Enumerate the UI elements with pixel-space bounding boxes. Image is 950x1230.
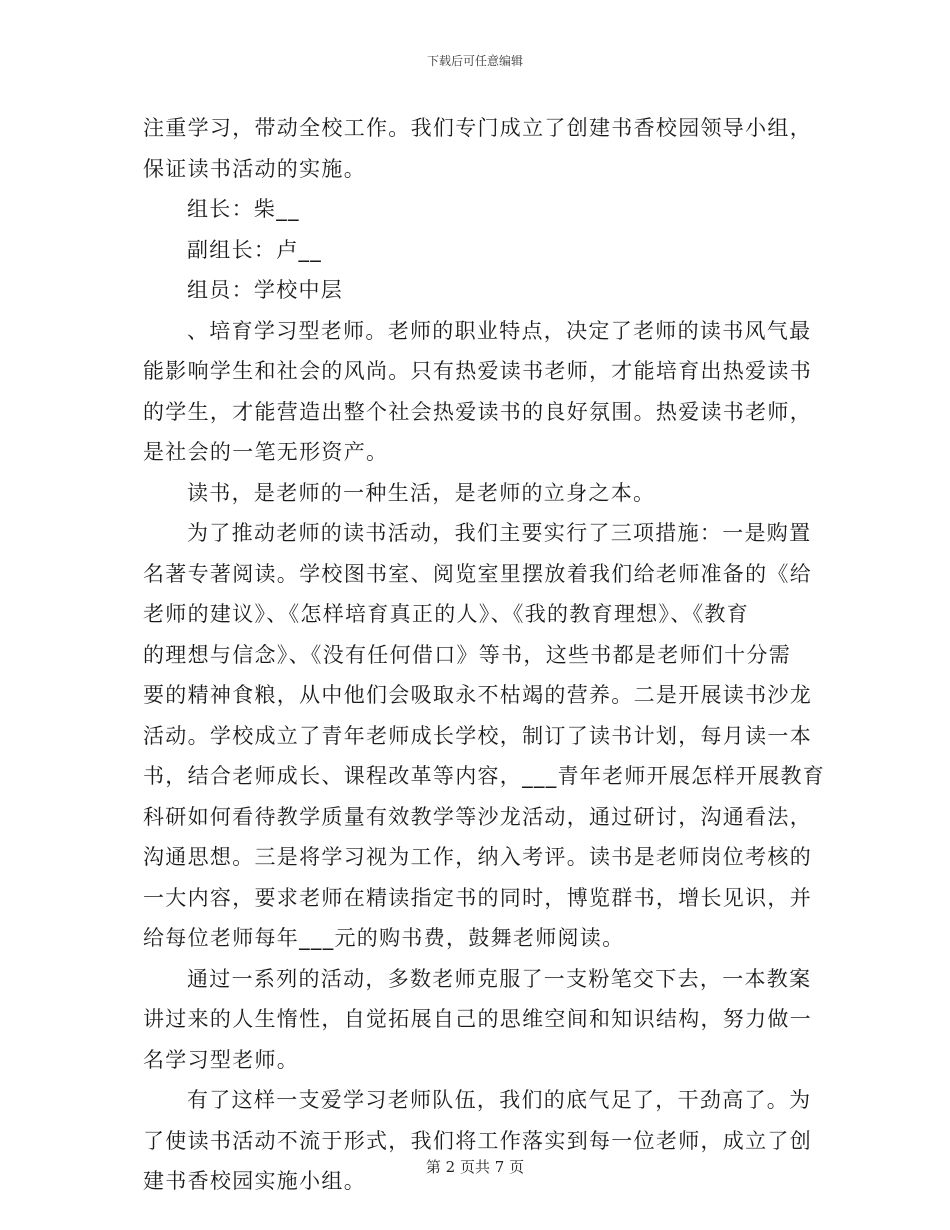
text-line: 的理想与信念》、《没有任何借口》等书，这些书都是老师们十分需 <box>143 642 791 667</box>
text-line: 通过一系列的活动，多数老师克服了一支粉笔交下去，一本教案 <box>187 966 812 991</box>
page-footer: 第 2 页共 7 页 <box>425 1158 525 1176</box>
text-line: 活动。学校成立了青年老师成长学校，制订了读书计划，每月读一本 <box>143 723 812 748</box>
text-line: 读书，是老师的一种生活，是老师的立身之本。 <box>187 480 656 505</box>
text-line: 副组长：卢__ <box>187 237 323 262</box>
text-line: 名著专著阅读。学校图书室、阅览室里摆放着我们给老师准备的《给 <box>143 561 812 586</box>
text-line: 了使读书活动不流于形式，我们将工作落实到每一位老师，成立了创 <box>143 1128 812 1153</box>
page-header: 下载后可任意编辑 <box>426 54 523 68</box>
text-line: 有了这样一支爱学习老师队伍，我们的底气足了，干劲高了。为 <box>187 1088 812 1112</box>
text-line: 为了推动老师的读书活动，我们主要实行了三项措施：一是购置 <box>187 521 812 545</box>
text-line: 组长：柴__ <box>187 197 300 221</box>
text-line: 名学习型老师。 <box>143 1047 300 1072</box>
text-line: 是社会的一笔无形资产。 <box>143 440 389 464</box>
text-line: 给每位老师每年___元的购书费，鼓舞老师阅读。 <box>143 926 625 950</box>
text-line: 保证读书活动的实施。 <box>143 156 366 181</box>
text-line: 科研如何看待教学质量有效教学等沙龙活动，通过研讨，沟通看法， <box>143 804 812 829</box>
text-line: 老师的建议》、《怎样培育真正的人》、《我的教育理想》、《教育 <box>143 602 749 626</box>
text-line: 一大内容，要求老师在精读指定书的同时，博览群书，增长见识，并 <box>143 885 812 910</box>
text-line: 、培育学习型老师。老师的职业特点，决定了老师的读书风气最 <box>187 318 812 343</box>
text-line: 建书香校园实施小组。 <box>143 1169 366 1193</box>
text-line: 的学生，才能营造出整个社会热爱读书的良好氛围。热爱读书老师， <box>143 399 812 424</box>
document-body <box>143 108 826 1202</box>
text-line: 讲过来的人生惰性，自觉拓展自己的思维空间和知识结构，努力做一 <box>143 1007 812 1031</box>
text-line: 注重学习，带动全校工作。我们专门成立了创建书香校园领导小组， <box>143 116 812 140</box>
text-line: 组员：学校中层 <box>187 278 344 302</box>
text-line: 书，结合老师成长、课程改革等内容，___青年老师开展怎样开展教育 <box>143 764 826 788</box>
text-line: 能影响学生和社会的风尚。只有热爱读书老师，才能培育出热爱读书 <box>143 359 812 383</box>
text-line: 沟通思想。三是将学习视为工作，纳入考评。读书是老师岗位考核的 <box>143 845 812 869</box>
text-line: 要的精神食粮，从中他们会吸取永不枯竭的营养。二是开展读书沙龙 <box>143 683 812 707</box>
